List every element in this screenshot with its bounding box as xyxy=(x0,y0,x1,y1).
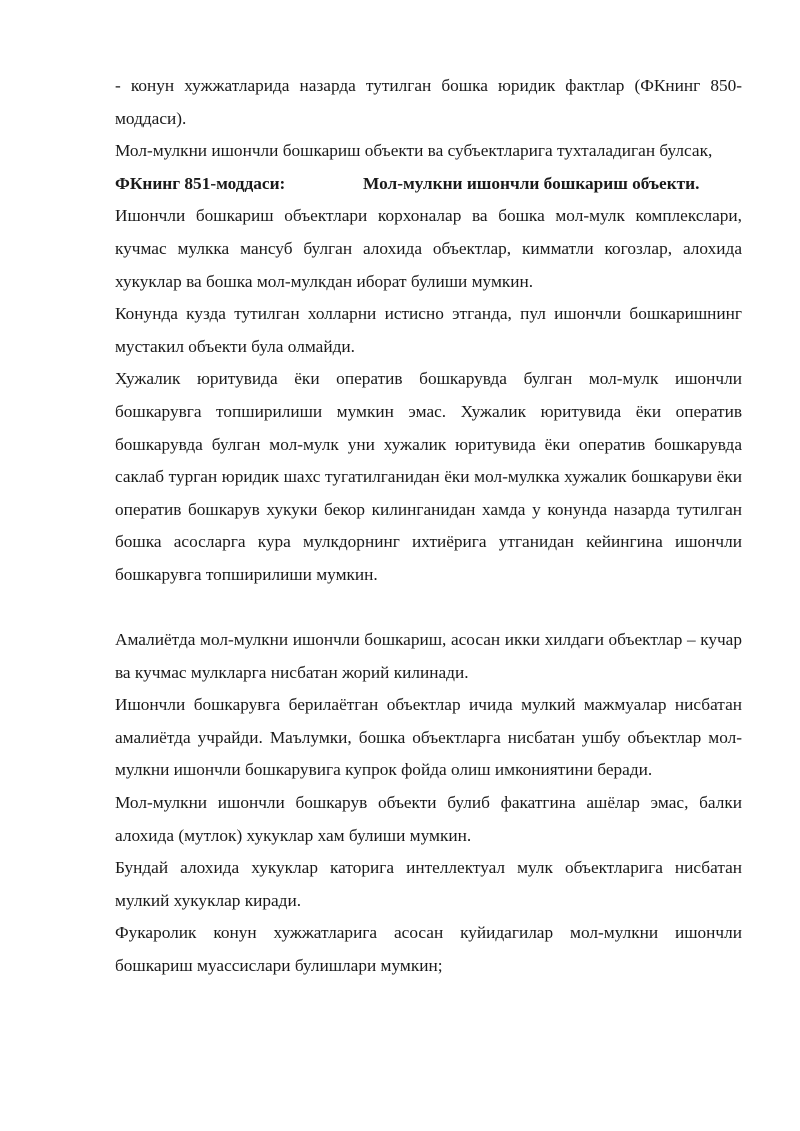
paragraph: Мол-мулкни ишончли бошкарув объекти булиб факатгина ашёлар эмас, балки алохида (мутлок) хукуклар хам булиши мумкин. xyxy=(115,793,742,845)
article-title: Мол-мулкни ишончли бошкариш объекти. xyxy=(363,173,700,193)
paragraph: Хужалик юритувида ёки оператив бошкарувда булган мол-мулк ишончли бошкарувга топширилиши мумкин эмас. Хужалик юритувида ёки оператив бошкарувда булган мол-мулк уни хужалик юритувида ёки оператив бошкарувда саклаб турган юридик шахс тугатилганидан ёки мол-мулкка хужалик бошкаруви ёки оператив бошкарув хукуки бекор килинганидан хамда у конунда назарда тутилган бошка асосларга кура мулкдорнинг ихтиёрига утганидан кейингина ишончли бошкарувга топширилиши мумкин. xyxy=(115,369,742,584)
paragraph: Амалиётда мол-мулкни ишончли бошкариш, асосан икки хилдаги объектлар – кучар ва кучмас мулкларга нисбатан жорий килинади. xyxy=(115,630,742,682)
paragraph: Ишончли бошкарувга берилаётган объектлар ичида мулкий мажмуалар нисбатан амалиётда учрайди. Маълумки, бошка объектларга нисбатан ушбу объектлар мол-мулкни ишончли бошкарувига купрок фойда олиш имкониятини беради. xyxy=(115,695,742,780)
paragraph: - конун хужжатларида назарда тутилган бошка юридик фактлар (ФКнинг 850-моддаси). xyxy=(115,76,742,128)
paragraph-spacer xyxy=(115,592,742,625)
article-heading xyxy=(115,168,742,201)
article-number: ФКнинг 851-моддаси: xyxy=(115,173,286,193)
paragraph: Конунда кузда тутилган холларни истисно этганда, пул ишончли бошкаришнинг мустакил объекти була олмайди. xyxy=(115,304,742,356)
paragraph: Фукаролик конун хужжатларига асосан куйидагилар мол-мулкни ишончли бошкариш муассислари булишлари мумкин; xyxy=(115,923,742,976)
paragraph: Бундай алохида хукуклар каторига интеллектуал мулк объектларига нисбатан мулкий хукуклар киради. xyxy=(115,858,742,910)
paragraph: Ишончли бошкариш объектлари корхоналар ва бошка мол-мулк комплекслари, кучмас мулкка мансуб булган алохида объектлар, кимматли когозлар, алохида хукуклар ва бошка мол-мулкдан иборат булиши мумкин. xyxy=(115,206,742,291)
document-page xyxy=(115,70,742,983)
paragraph: Мол-мулкни ишончли бошкариш объекти ва субъектларига тухталадиган булсак, xyxy=(115,141,713,161)
